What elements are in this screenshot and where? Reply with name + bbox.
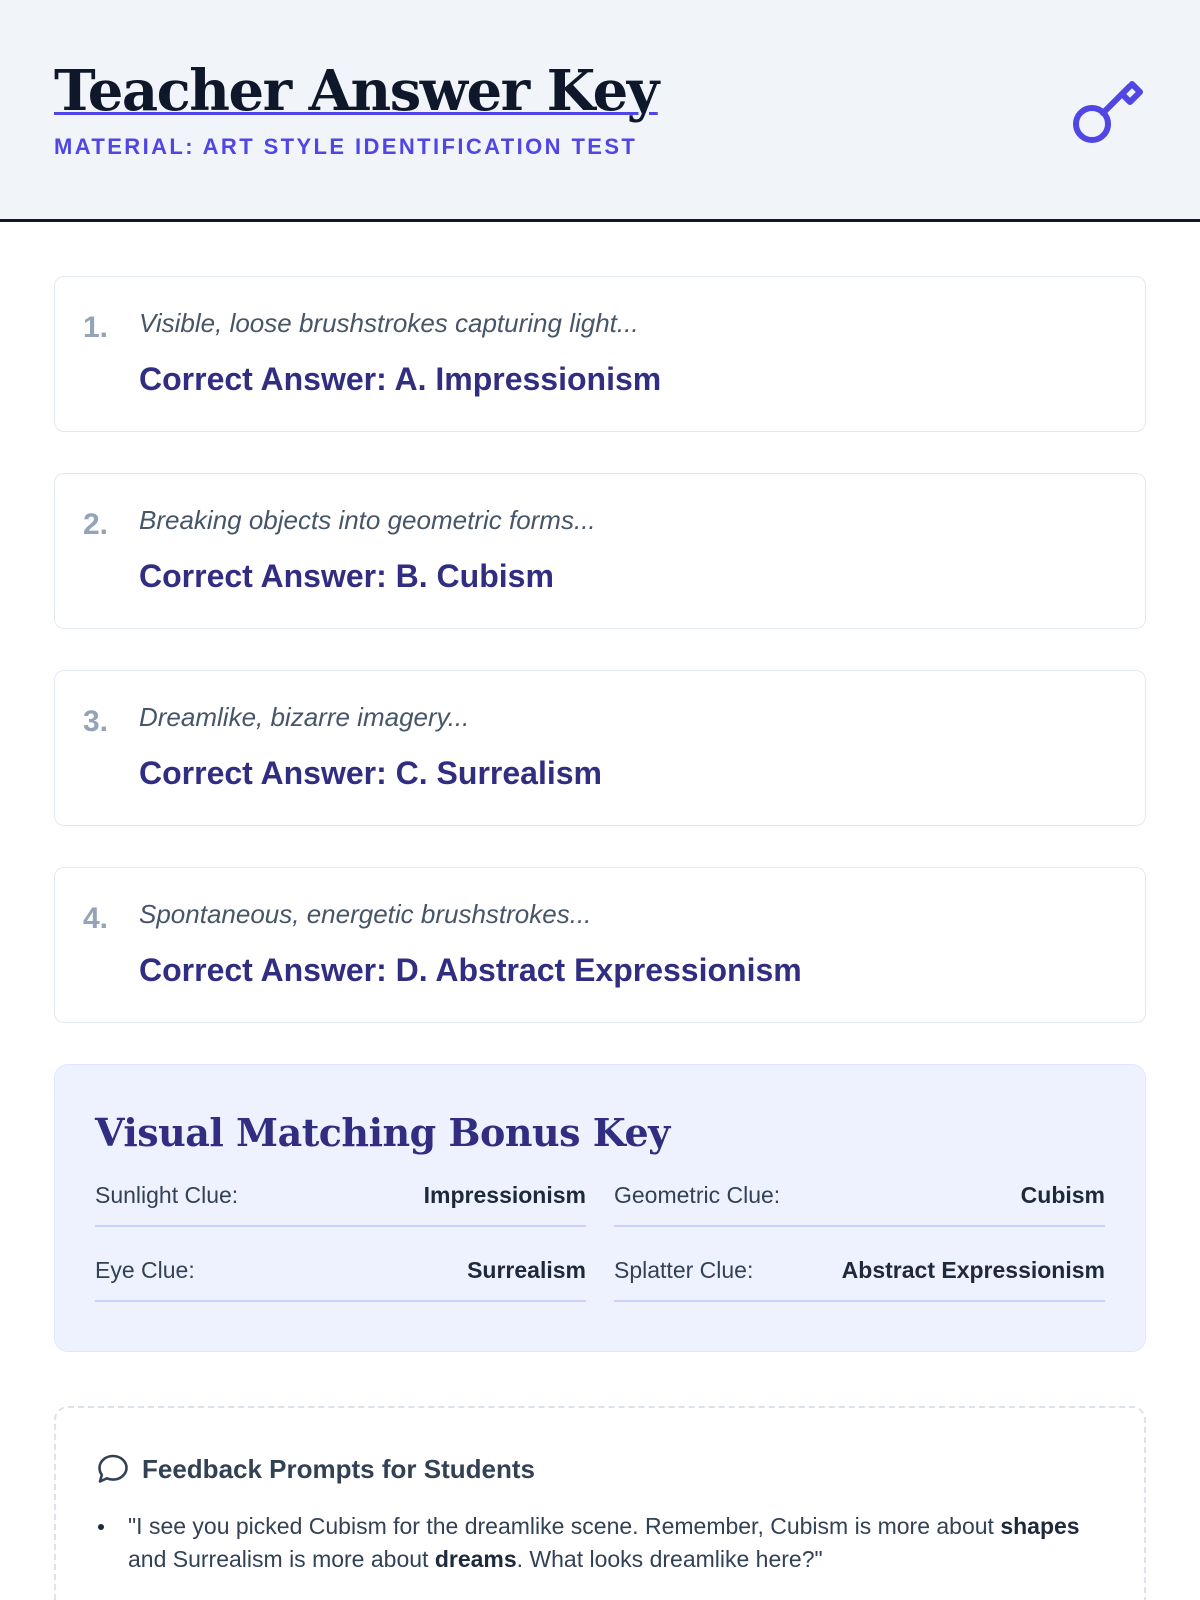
- bonus-item-value: Surrealism: [467, 1257, 586, 1283]
- chat-bubble-icon: [96, 1452, 130, 1486]
- question-number: 3.: [83, 705, 109, 738]
- page-title: Teacher Answer Key: [54, 58, 658, 124]
- prompt-emphasis: dreams: [434, 1546, 517, 1572]
- bonus-item-label: Geometric Clue:: [614, 1182, 781, 1208]
- question-number: 2.: [83, 508, 109, 541]
- bonus-item-splatter: [614, 1252, 1105, 1302]
- bonus-item-value: Cubism: [1020, 1182, 1105, 1208]
- bonus-item-geometric: [614, 1177, 1105, 1227]
- correct-answer: Correct Answer: A. Impressionism: [139, 361, 662, 397]
- prompt-emphasis: shapes: [1000, 1513, 1080, 1539]
- correct-answer: Correct Answer: B. Cubism: [139, 558, 554, 594]
- feedback-prompt: [96, 1510, 1104, 1576]
- correct-answer: Correct Answer: C. Surrealism: [139, 755, 602, 791]
- main-content: [0, 222, 1200, 1600]
- bonus-item-eye: [95, 1252, 586, 1302]
- question-number: 1.: [83, 311, 109, 344]
- question-description: Dreamlike, bizarre imagery...: [139, 702, 470, 732]
- question-card-4: [54, 867, 1146, 1023]
- bonus-item-label: Sunlight Clue:: [95, 1182, 239, 1208]
- question-description: Visible, loose brushstrokes capturing light...: [139, 308, 639, 338]
- question-number: 4.: [83, 902, 109, 935]
- bonus-item-sunlight: [95, 1177, 586, 1227]
- prompt-text: "I see you picked Cubism for the dreamlike scene. Remember, Cubism is more about: [128, 1513, 1001, 1539]
- key-icon: [1070, 72, 1146, 148]
- correct-answer: Correct Answer: D. Abstract Expressionism: [139, 952, 802, 988]
- page-subtitle: MATERIAL: ART STYLE IDENTIFICATION TEST: [54, 134, 638, 159]
- bonus-key-grid: [95, 1177, 1105, 1302]
- prompt-text: and Surrealism is more about: [128, 1546, 435, 1572]
- feedback-header: [96, 1452, 1104, 1486]
- question-description: Breaking objects into geometric forms...: [139, 505, 596, 535]
- question-description: Spontaneous, energetic brushstrokes...: [139, 899, 592, 929]
- bonus-item-label: Splatter Clue:: [614, 1257, 754, 1283]
- question-card-3: [54, 670, 1146, 826]
- bonus-key-panel: [54, 1064, 1146, 1352]
- question-card-1: [54, 276, 1146, 432]
- prompt-text: . What looks dreamlike here?": [516, 1546, 823, 1572]
- bonus-item-label: Eye Clue:: [95, 1257, 195, 1283]
- bonus-item-value: Impressionism: [423, 1182, 586, 1208]
- bonus-key-title: Visual Matching Bonus Key: [95, 1110, 670, 1155]
- page-header: [0, 0, 1200, 222]
- bonus-item-value: Abstract Expressionism: [841, 1257, 1105, 1283]
- feedback-panel: [54, 1406, 1146, 1600]
- question-card-2: [54, 473, 1146, 629]
- feedback-title: Feedback Prompts for Students: [142, 1453, 535, 1484]
- feedback-prompt-list: [96, 1510, 1104, 1576]
